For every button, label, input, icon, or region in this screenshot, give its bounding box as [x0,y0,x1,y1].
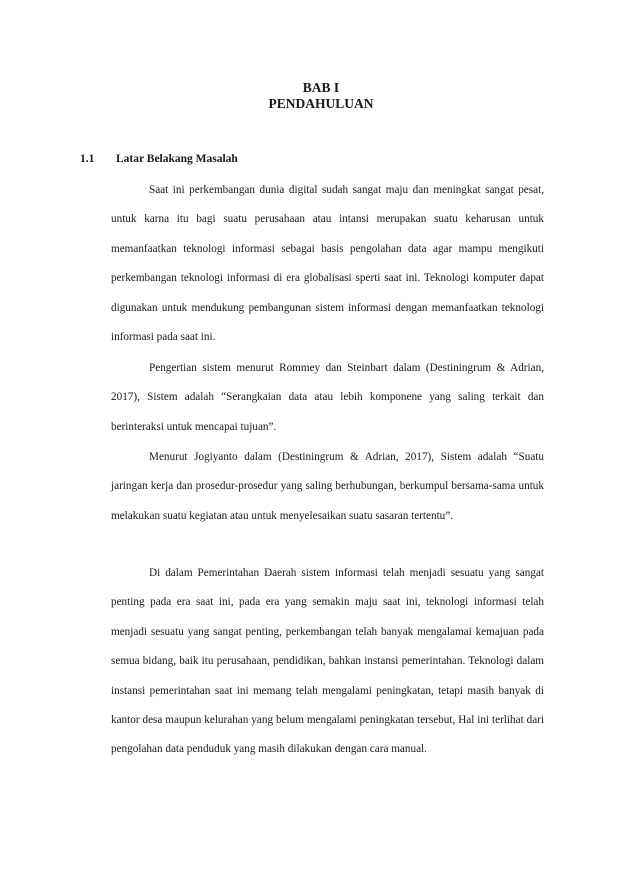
paragraph: Saat ini perkembangan dunia digital sudah sangat maju dan meningkat sangat pesat, untuk karna itu bagi suatu perusahaan atau intansi merupakan suatu keharusan untuk memanfaatkan teknologi informasi sebagai basis pengolahan data agar mampu mengikuti perkembangan teknologi informasi di era globalisasi sperti saat ini. Teknologi komputer dapat digunakan untuk mendukung pembangunan sistem informasi dengan memanfaatkan teknologi informasi pada saat ini. [111,184,544,344]
paragraph: Di dalam Pemerintahan Daerah sistem informasi telah menjadi sesuatu yang sangat penting pada era saat ini, pada era yang semakin maju saat ini, teknologi informasi telah menjadi sesuatu yang sangat penting, perkembangan telah banyak mengalamai kemajuan pada semua bidang, baik itu perusahaan, pendidikan, bahkan instansi pemerintahan. Teknologi dalam instansi pemerintahan saat ini memang telah mengalami peningkatan, tetapi masih banyak di kantor desa maupun kelurahan yang belum mengalami peningkatan tersebut, Hal ini terlihat dari pengolahan data penduduk yang masih dilakukan dengan cara manual. [111,567,544,756]
section-title: Latar Belakang Masalah [116,153,238,165]
section-number: 1.1 [80,153,95,165]
section-heading [80,152,238,166]
chapter-number: BAB I [302,80,340,95]
chapter-title: PENDAHULUAN [268,96,374,111]
paragraph: Pengertian sistem menurut Rommey dan Steinbart dalam (Destiningrum & Adrian, 2017), Sistem adalah “Serangkaian data atau lebih komponene yang saling terkait dan berinteraksi untuk mencapai tujuan”. [111,362,544,433]
paragraph: Menurut Jogiyanto dalam (Destiningrum & Adrian, 2017), Sistem adalah “Suatu jaringan kerja dan prosedur-prosedur yang saling berhubungan, berkumpul bersama-sama untuk melakukan suatu kegiatan atau untuk menyelesaikan suatu sasaran tertentu”. [111,451,544,522]
